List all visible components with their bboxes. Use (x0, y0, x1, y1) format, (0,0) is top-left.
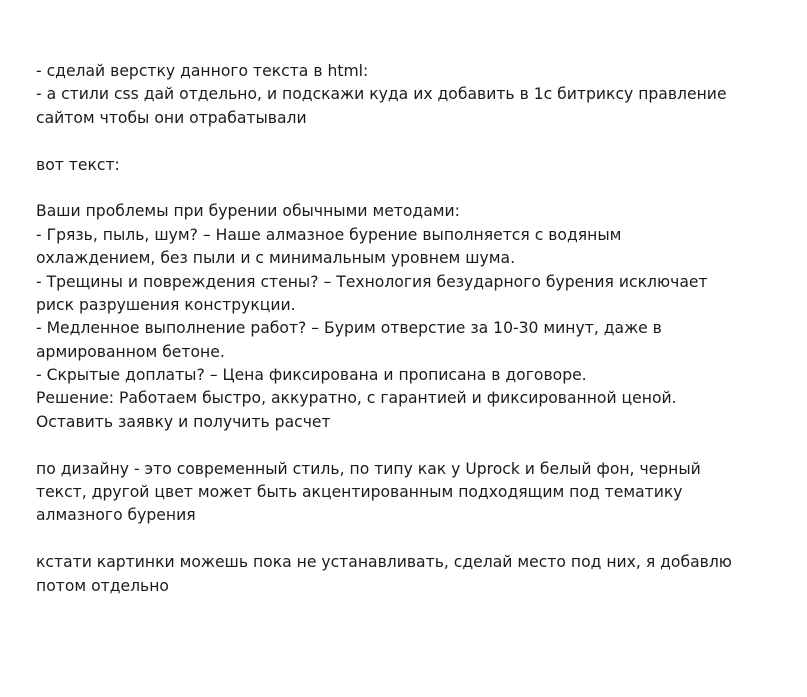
blank-line (36, 528, 796, 551)
design-note-line-1: по дизайну - это современный стиль, по типу как у Uprock и белый фон, черный (36, 459, 701, 478)
content-line: риск разрушения конструкции. (36, 295, 296, 314)
content-heading: Ваши проблемы при бурении обычными методами: (36, 202, 460, 221)
content-line: - Трещины и повреждения стены? – Технология безударного бурения исключает (36, 272, 708, 291)
blank-line (36, 434, 796, 457)
content-line: армированном бетоне. (36, 342, 225, 361)
content-line: - Грязь, пыль, шум? – Наше алмазное бурение выполняется с водяным (36, 225, 622, 244)
blank-line (36, 177, 796, 200)
design-note-line-3: алмазного бурения (36, 506, 196, 525)
text-intro: вот текст: (36, 155, 120, 174)
content-line: охлаждением, без пыли и с минимальным уровнем шума. (36, 249, 516, 268)
images-note-line-1: кстати картинки можешь пока не устанавливать, сделай место под них, я добавлю (36, 553, 732, 572)
images-note-line-2: потом отдельно (36, 576, 169, 595)
design-note-line-2: текст, другой цвет может быть акцентированным подходящим под тематику (36, 483, 683, 502)
content-line: Решение: Работаем быстро, аккуратно, с гарантией и фиксированной ценой. (36, 389, 677, 408)
document-body (36, 60, 796, 598)
content-line: Оставить заявку и получить расчет (36, 412, 331, 431)
request-line-2: - а стили css дай отдельно, и подскажи куда их добавить в 1с битриксу правление (36, 85, 727, 104)
request-line-1: - сделай верстку данного текста в html: (36, 62, 369, 80)
content-line: - Медленное выполнение работ? – Бурим отверстие за 10-30 минут, даже в (36, 319, 662, 338)
request-line-3: сайтом чтобы они отрабатывали (36, 108, 307, 127)
content-line: - Скрытые доплаты? – Цена фиксирована и прописана в договоре. (36, 366, 587, 385)
blank-line (36, 130, 796, 153)
